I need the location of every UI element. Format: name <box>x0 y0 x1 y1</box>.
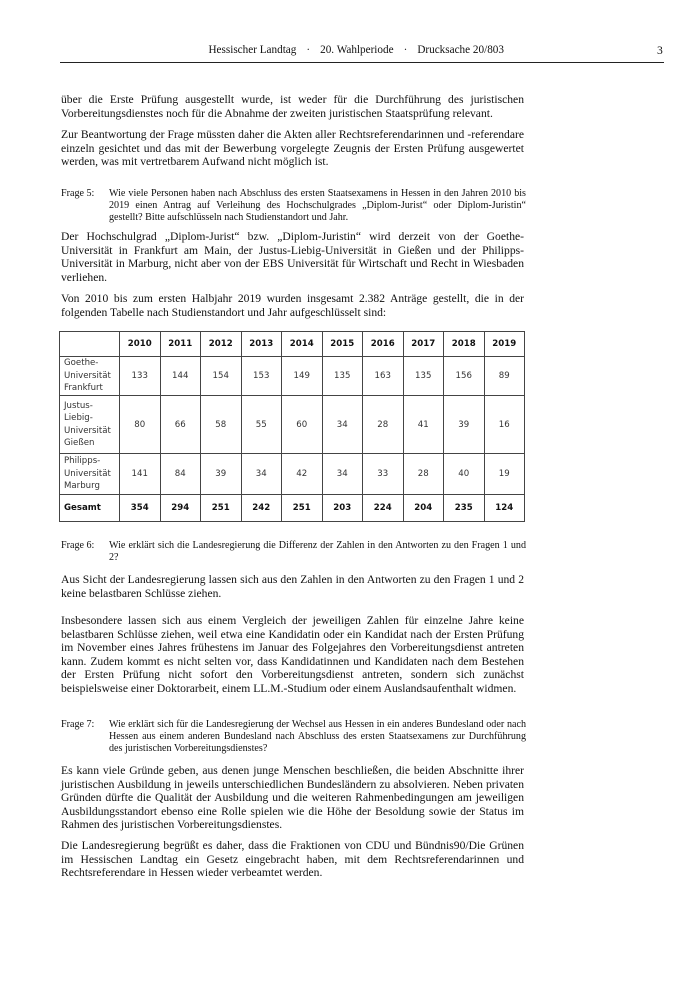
table-cell: 133 <box>120 357 161 396</box>
table-cell: 144 <box>160 357 201 396</box>
total-cell: 235 <box>444 495 485 522</box>
total-cell: 354 <box>120 495 161 522</box>
row-label <box>60 357 120 396</box>
answer-7-paragraph-1: Es kann viele Gründe geben, aus denen junge Menschen beschließen, die beiden Abschnitte ihrer juristischen Ausbildung in jeweils unterschiedlichen Bundesländern zu absolvieren. Neben privaten Gründen dürfte die Qualität der Ausbildung und die weiteren Rahmenbedingungen am jeweiligen Ausbildungsstandort ebenso eine Rolle spielen wie die Höhe der Besoldung sowie der Status im Rahmen des juristischen Vorbereitungsdienstes. <box>61 764 524 831</box>
question-7-text: Wie erklärt sich für die Landesregierung der Wechsel aus Hessen in ein anderes Bundesland oder nach Hessen aus einem anderen Bundesland nach Abschluss des ersten Staatsexamens zur Durchführung des juristischen Vorbereitungsdienstes? <box>109 719 526 754</box>
table-cell: 66 <box>160 396 201 454</box>
table-cell: 41 <box>403 396 444 454</box>
table-cell: 34 <box>241 454 282 495</box>
year-header: 2010 <box>120 332 161 357</box>
table-cell: 19 <box>484 454 525 495</box>
intro-paragraph-1: über die Erste Prüfung ausgestellt wurde, ist weder für die Durchführung des juristischen Vorbereitungsdienstes noch für die Abnahme der zweiten juristischen Staatsprüfung relevant. <box>61 93 524 120</box>
table-cell: 33 <box>363 454 404 495</box>
total-cell: 204 <box>403 495 444 522</box>
header-period: 20. Wahlperiode <box>320 44 394 56</box>
header-separator: · <box>306 44 311 56</box>
question-7 <box>61 719 526 754</box>
header-drucksache: Drucksache 20/803 <box>417 44 504 56</box>
running-header <box>0 44 700 60</box>
table-cell: 141 <box>120 454 161 495</box>
header-title: Hessischer Landtag <box>208 44 297 56</box>
table-cell: 60 <box>282 396 323 454</box>
total-cell: 124 <box>484 495 525 522</box>
answer-5-paragraph-2: Von 2010 bis zum ersten Halbjahr 2019 wurden insgesamt 2.382 Anträge gestellt, die in der folgenden Tabelle nach Studienstandort und Jahr aufgeschlüsselt sind: <box>61 292 524 319</box>
row-label-line: Universität <box>64 468 111 479</box>
answer-6-paragraph-2: Insbesondere lassen sich aus einem Vergleich der jeweiligen Zahlen für einzelne Jahre keine belastbaren Schlüsse ziehen, weil etwa eine Kandidatin oder ein Kandidat nach der Ersten Prüfung im November eines Jahres frühestens im Januar des Folgejahres den Vorbereitungsdienst antreten kann. Zudem kommt es nicht selten vor, dass Kandidatinnen und Kandidaten nach dem Bestehen der Ersten Prüfung nicht sofort den Vorbereitungsdienst antreten, sondern sich zunächst beispielsweise einer Doktorarbeit, einem LL.M.-Studium oder einem Auslandsaufenthalt widmen. <box>61 614 524 695</box>
total-cell: 294 <box>160 495 201 522</box>
table-cell: 34 <box>322 396 363 454</box>
question-5-label: Frage 5: <box>61 188 95 199</box>
table-cell: 55 <box>241 396 282 454</box>
answer-7-paragraph-2: Die Landesregierung begrüßt es daher, dass die Fraktionen von CDU und Bündnis90/Die Grünen im Hessischen Landtag ein Gesetz eingebracht haben, mit dem Rechtsreferendarinnen und Rechtsreferendare in Hessen wieder verbeamtet werden. <box>61 839 524 879</box>
question-6 <box>61 540 526 564</box>
row-label-line: Marburg <box>64 481 100 492</box>
table-cell: 153 <box>241 357 282 396</box>
table-cell: 149 <box>282 357 323 396</box>
table-cell: 163 <box>363 357 404 396</box>
table-cell: 28 <box>403 454 444 495</box>
table-cell: 34 <box>322 454 363 495</box>
row-label-line: Gießen <box>64 438 95 448</box>
table-cell: 28 <box>363 396 404 454</box>
year-header: 2019 <box>484 332 525 357</box>
page-number: 3 <box>657 44 663 57</box>
year-header: 2017 <box>403 332 444 357</box>
row-label-line: Goethe- <box>64 358 99 369</box>
table-cell: 58 <box>201 396 242 454</box>
total-label: Gesamt <box>60 495 120 522</box>
row-label <box>60 396 120 454</box>
header-separator: · <box>403 44 408 56</box>
table-cell: 40 <box>444 454 485 495</box>
table-header-row <box>60 332 525 357</box>
total-cell: 242 <box>241 495 282 522</box>
year-header: 2015 <box>322 332 363 357</box>
row-label-line: Liebig- <box>64 413 93 423</box>
year-header: 2011 <box>160 332 201 357</box>
year-header: 2012 <box>201 332 242 357</box>
table-cell: 156 <box>444 357 485 396</box>
table-row <box>60 396 525 454</box>
row-label-line: Justus- <box>64 400 93 411</box>
table-row <box>60 357 525 396</box>
table-cell: 80 <box>120 396 161 454</box>
question-6-text: Wie erklärt sich die Landesregierung die Differenz der Zahlen in den Antworten zu den Fragen 1 und 2? <box>109 540 526 563</box>
year-header: 2013 <box>241 332 282 357</box>
antraege-table <box>59 331 525 522</box>
total-cell: 224 <box>363 495 404 522</box>
table-cell: 154 <box>201 357 242 396</box>
row-label-line: Philipps- <box>64 456 101 467</box>
answer-5-paragraph-1: Der Hochschulgrad „Diplom-Jurist“ bzw. „Diplom-Juristin“ wird derzeit von der Goethe-Universität in Frankfurt am Main, der Justus-Liebig-Universität in Gießen und der Philipps-Universität in Marburg, nicht aber von der EBS Universität für Wirtschaft und Recht in Wiesbaden verliehen. <box>61 230 524 284</box>
total-cell: 251 <box>201 495 242 522</box>
answer-6-paragraph-1: Aus Sicht der Landesregierung lassen sich aus den Zahlen in den Antworten zu den Fragen 1 und 2 keine belastbaren Schlüsse ziehen. <box>61 573 524 600</box>
row-label-line: Universität <box>64 370 111 381</box>
header-divider <box>60 62 664 63</box>
row-label-line: Frankfurt <box>64 383 103 394</box>
question-5-text: Wie viele Personen haben nach Abschluss des ersten Staatsexamens in Hessen in den Jahren 2010 bis 2019 einen Antrag auf Verleihung des Hochschulgrades „Diplom-Jurist“ oder Diplom-Juristin“ gestellt? Bitte aufschlüsseln nach Studienstandort und Jahr. <box>109 188 526 223</box>
year-header: 2018 <box>444 332 485 357</box>
row-label <box>60 454 120 495</box>
question-7-label: Frage 7: <box>61 719 95 730</box>
table-total-row <box>60 495 525 522</box>
table-cell: 135 <box>322 357 363 396</box>
table-cell: 135 <box>403 357 444 396</box>
table-cell: 39 <box>444 396 485 454</box>
year-header: 2016 <box>363 332 404 357</box>
question-5 <box>61 188 526 223</box>
total-cell: 251 <box>282 495 323 522</box>
table-cell: 89 <box>484 357 525 396</box>
table-cell: 84 <box>160 454 201 495</box>
table-cell: 42 <box>282 454 323 495</box>
table-cell: 16 <box>484 396 525 454</box>
table-corner-cell <box>60 332 120 357</box>
year-header: 2014 <box>282 332 323 357</box>
intro-paragraph-2: Zur Beantwortung der Frage müssten daher die Akten aller Rechtsreferendarinnen und -referendare einzeln gesichtet und das mit der Bewerbung vorgelegte Zeugnis der Ersten Prüfung ausgewertet werden, was mit vertretbarem Aufwand nicht möglich ist. <box>61 128 524 168</box>
total-cell: 203 <box>322 495 363 522</box>
table-cell: 39 <box>201 454 242 495</box>
row-label-line: Universität <box>64 425 111 436</box>
header-line <box>208 44 504 56</box>
table-row <box>60 454 525 495</box>
question-6-label: Frage 6: <box>61 540 95 551</box>
